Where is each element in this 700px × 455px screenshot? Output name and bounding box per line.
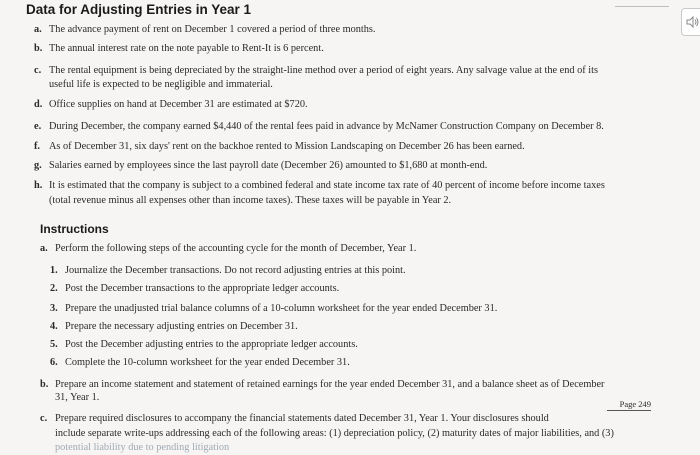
step-label: 1. (50, 265, 58, 276)
item-text-cont: (total revenue minus all expenses other than income taxes). These taxes will be payable in Year 2. (49, 195, 452, 206)
item-text-cont: potential liability due to pending litigation (55, 442, 230, 453)
item-label: b. (34, 43, 43, 54)
item-label: c. (34, 65, 42, 76)
item-label: a. (40, 243, 48, 254)
step-text: Post the December adjusting entries to the appropriate ledger accounts. (65, 339, 358, 350)
step-text: Complete the 10-column worksheet for the year ended December 31. (65, 357, 350, 368)
item-text: During December, the company earned $4,440 of the rental fees paid in advance by McNamer Construction Company on December 8. (49, 121, 604, 132)
item-text: Prepare required disclosures to accompany the financial statements dated December 31, Year 1. Your disclosures should (55, 413, 549, 424)
step-label: 3. (50, 303, 58, 314)
item-text: It is estimated that the company is subject to a combined federal and state income tax rate of 40 percent of income before income taxes (49, 180, 605, 191)
item-text-cont: useful life is expected to be negligible and immaterial. (49, 79, 273, 90)
item-label: e. (34, 121, 42, 132)
item-text: Office supplies on hand at December 31 are estimated at $720. (49, 99, 308, 110)
item-text: The rental equipment is being depreciated by the straight-line method over a period of eight years. Any salvage value at the end of its (49, 65, 598, 76)
step-label: 2. (50, 283, 58, 294)
item-text-cont: 31, Year 1. (55, 392, 100, 403)
item-text: The advance payment of rent on December 1 covered a period of three months. (49, 24, 376, 35)
step-text: Post the December transactions to the appropriate ledger accounts. (65, 283, 340, 294)
item-label: h. (34, 180, 43, 191)
item-text: The annual interest rate on the note payable to Rent-It is 6 percent. (49, 43, 324, 54)
divider (615, 6, 669, 7)
page-number: Page 249 (607, 398, 651, 411)
item-label: a. (34, 24, 42, 35)
item-label: g. (34, 160, 42, 171)
speaker-icon-glyph (686, 16, 700, 28)
item-label: f. (34, 141, 41, 152)
item-text-cont: include separate write-ups addressing each of the following areas: (1) depreciation policy, (2) maturity dates of major liabilities, and (3) (55, 428, 614, 439)
step-label: 6. (50, 357, 58, 368)
instructions-title: Instructions (40, 222, 109, 236)
step-text: Prepare the necessary adjusting entries on December 31. (65, 321, 298, 332)
item-label: c. (40, 413, 48, 424)
speaker-icon[interactable] (681, 8, 700, 36)
item-text: Perform the following steps of the accounting cycle for the month of December, Year 1. (55, 243, 417, 254)
item-text: Salaries earned by employees since the last payroll date (December 26) amounted to $1,680 at month-end. (49, 160, 488, 171)
step-label: 4. (50, 321, 58, 332)
step-text: Prepare the unadjusted trial balance columns of a 10-column worksheet for the year ended December 31. (65, 303, 498, 314)
item-text: As of December 31, six days' rent on the backhoe rented to Mission Landscaping on December 26 has been earned. (49, 141, 525, 152)
item-label: d. (34, 99, 43, 110)
item-label: b. (40, 379, 49, 390)
step-label: 5. (50, 339, 58, 350)
step-text: Journalize the December transactions. Do not record adjusting entries at this point. (65, 265, 406, 276)
section-title: Data for Adjusting Entries in Year 1 (26, 2, 252, 17)
item-text: Prepare an income statement and statement of retained earnings for the year ended December 31, and a balance sheet as of December (55, 379, 605, 390)
